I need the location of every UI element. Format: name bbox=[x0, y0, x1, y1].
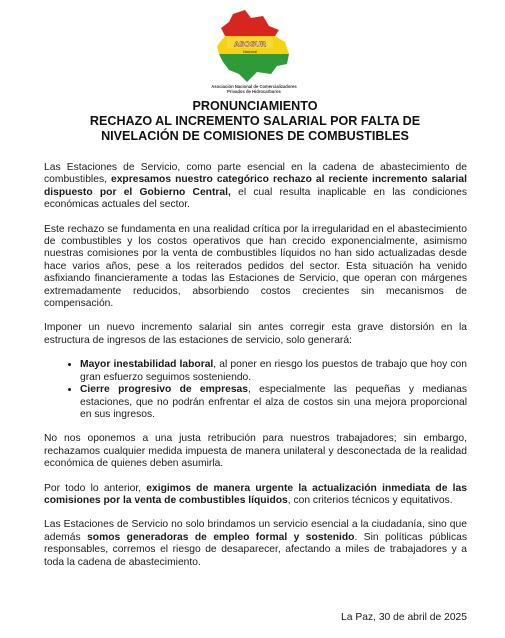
bullet-2-bold: Cierre progresivo de empresas bbox=[80, 384, 248, 396]
bolivia-map-icon bbox=[205, 8, 301, 86]
bullet-2-text: , especialmente las pequeñas y medianas estaciones, que no podrán enfrentar el alza de costos sin una mejora proporcional en sus ingresos. bbox=[80, 384, 467, 420]
logo-sub: Nacional bbox=[243, 50, 257, 54]
paragraph-1 bbox=[44, 162, 467, 212]
p6-text-c: . Sin políticas públicas responsables, corremos el riesgo de desaparecer, afectando a miles de trabajadores y a toda la cadena de abastecimiento. bbox=[44, 531, 467, 568]
title-line2: RECHAZO AL INCREMENTO SALARIAL POR FALTA DE bbox=[89, 114, 421, 128]
p5-text-c: , con criterios técnicos y equitativos. bbox=[287, 494, 453, 506]
document-body bbox=[44, 162, 467, 581]
logo-caption bbox=[198, 84, 310, 94]
paragraph-6 bbox=[44, 519, 467, 569]
p6-text-a: Las Estaciones de Servicio no solo brindamos un servicio esencial a la ciudadanía, sino que además bbox=[44, 519, 467, 543]
logo-name: ASOSUR bbox=[233, 39, 267, 49]
p5-bold: exigimos de manera urgente la actualización inmediata de las comisiones por la venta de combustibles líquidos bbox=[44, 482, 467, 506]
logo-caption-line1: Asociación Nacional de Comercializadores bbox=[211, 84, 297, 89]
logo-caption-line2: Privados de Hidrocarburos bbox=[227, 89, 281, 94]
paragraph-4: No nos oponemos a una justa retribución para nuestros trabajadores; sin embargo, rechazamos cualquier medida impuesta de manera unilateral y desconectada de la realidad económica de quienes deben asumirla. bbox=[44, 433, 467, 470]
p5-text-a: Por todo lo anterior, bbox=[44, 482, 147, 494]
bullet-1-bold: Mayor inestabilidad laboral bbox=[80, 359, 214, 371]
consequences-list bbox=[44, 359, 467, 421]
p1-bold: expresamos nuestro categórico rechazo al reciente incremento salarial dispuesto por el Gobierno Central, bbox=[44, 174, 467, 198]
p6-bold: somos generadoras de empleo formal y sostenido bbox=[87, 531, 355, 543]
list-item bbox=[80, 384, 467, 421]
paragraph-3: Imponer un nuevo incremento salarial sin antes corregir esta grave distorsión en la estructura de ingresos de las estaciones de servicio, solo generará: bbox=[44, 322, 467, 346]
p1-text-c: el cual resulta inaplicable en las condiciones económicas actuales del sector. bbox=[44, 186, 467, 211]
title-line3: NIVELACIÓN DE COMISIONES DE COMBUSTIBLES bbox=[101, 129, 409, 143]
title-line1: PRONUNCIAMIENTO bbox=[192, 99, 318, 113]
paragraph-2: Este rechazo se fundamenta en una realidad crítica por la irregularidad en el abastecimiento de combustibles y los costos operativos que han crecido exponencialmente, asimismo nuestras comisiones por la venta de combustibles líquidos no han sido actualizadas desde hace varios años, pese a los reiterados pedidos del sector. Esta situación ha venido asfixiando financieramente a todas las Estaciones de Servicio, que operan con márgenes extremadamente reducidos, absorbiendo costos crecientes sin mecanismos de compensación. bbox=[44, 223, 467, 310]
list-item bbox=[80, 359, 467, 384]
document-date: La Paz, 30 de abril de 2025 bbox=[341, 612, 467, 623]
document-title bbox=[60, 99, 450, 144]
bullet-1-text: , al poner en riesgo los puestos de trabajo que hoy con gran esfuerzo seguimos sosteniendo. bbox=[80, 359, 467, 383]
p1-text-a: Las Estaciones de Servicio, como parte esencial en la cadena de abastecimiento de combustibles, bbox=[44, 162, 467, 186]
paragraph-5 bbox=[44, 483, 467, 508]
